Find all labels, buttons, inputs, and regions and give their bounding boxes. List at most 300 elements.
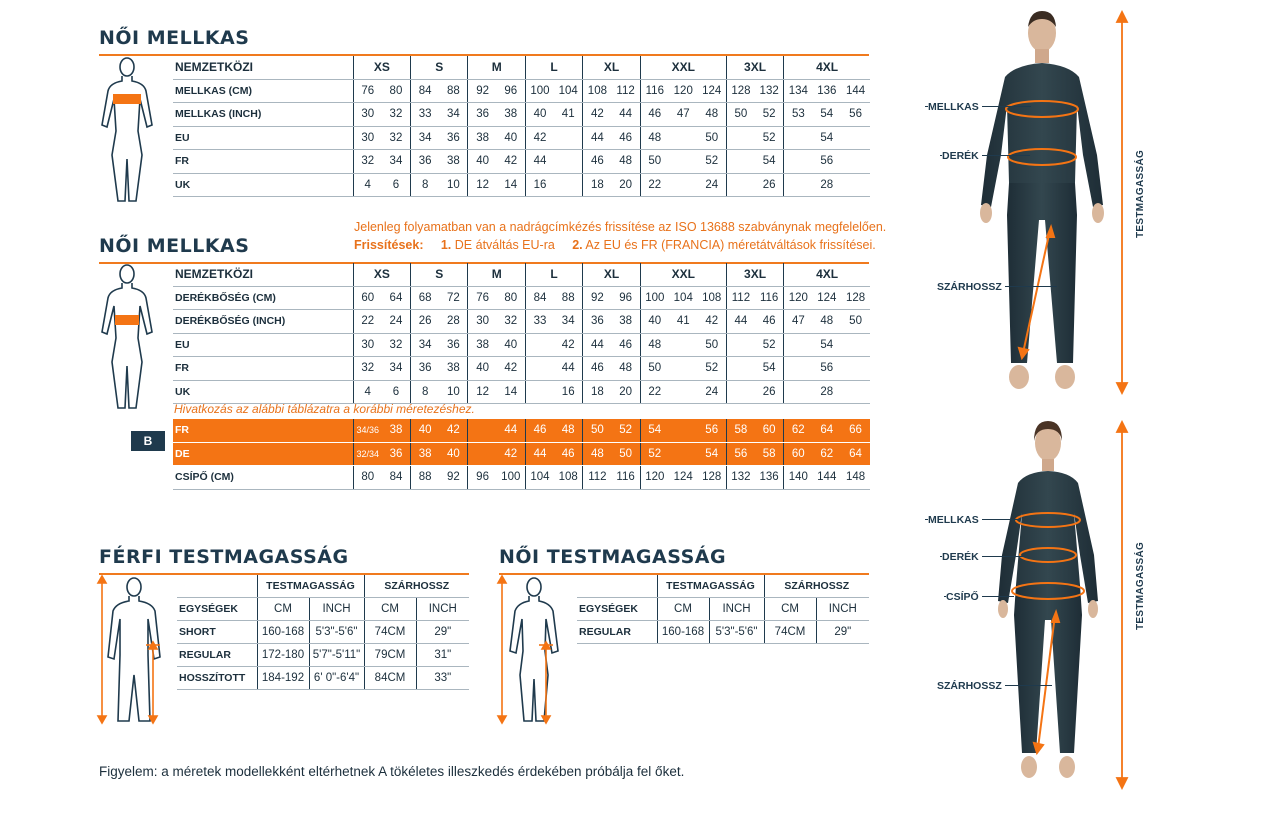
group-header: SZÁRHOSSZ [364,575,469,598]
table-row [173,357,870,381]
table-cell: 116 [611,466,640,490]
table-cell: 76 [353,79,382,103]
table-cell: 26 [755,173,784,197]
table-cell: 30 [468,310,497,334]
notice-item1: DE átváltás EU-ra [454,238,555,252]
notice-line2 [354,238,876,252]
table-cell: 48 [812,310,841,334]
row-label: EU [173,333,353,357]
female-height-title: NŐI TESTMAGASSÁG [499,546,727,568]
table-cell: 56 [812,150,841,174]
table-cell: 32 [382,103,411,127]
table-cell: 14 [497,380,526,404]
female-chest-figure-icon [98,55,158,210]
table-cell: 52 [611,419,640,442]
header-s: S [411,56,468,79]
table-cell: 18 [583,173,612,197]
table-cell: 50 [841,310,870,334]
header-xl: XL [583,263,640,286]
row-label: FR [173,150,353,174]
table-cell: 38 [439,357,468,381]
unit-header: INCH [309,598,364,621]
table-cell: 29" [416,621,469,644]
table-cell: 42 [497,357,526,381]
group-header: TESTMAGASSÁG [657,575,764,598]
table-cell: 32 [353,150,382,174]
table-cell [669,126,698,150]
table-cell: 79CM [364,644,416,667]
table-cell: 38 [612,310,641,334]
table-cell: 54 [698,442,727,466]
table-cell: 28 [812,380,841,404]
group-header: TESTMAGASSÁG [257,575,364,598]
female-height-figure-icon [496,575,576,730]
table-cell: 48 [583,442,612,466]
table-cell: 30 [353,126,382,150]
unit-header: CM [364,598,416,621]
table-cell: 22 [640,173,669,197]
table-cell: 46 [554,442,583,466]
table-cell: 34 [411,126,440,150]
table-cell: 44 [554,357,583,381]
table-row [173,310,870,334]
table-cell: 8 [411,380,440,404]
table-cell: 12 [468,173,497,197]
female-label-csipo: CSÍPŐ [946,591,982,603]
table-cell: 14 [497,173,526,197]
table-cell [554,126,583,150]
table-cell: 33 [525,310,554,334]
table-cell: 100 [525,79,554,103]
table-cell: 48 [612,150,641,174]
table-cell: 42 [497,442,526,466]
table-cell: 48 [640,333,669,357]
table2-legacy [173,419,870,490]
table-cell: 88 [411,466,440,490]
row-label: FR [173,357,353,381]
table-cell: 34 [554,310,583,334]
row-label: HOSSZÍTOTT [177,667,257,690]
unit-header: CM [764,598,816,621]
table-cell: 12 [468,380,497,404]
table2 [173,263,870,404]
table-cell: 80 [353,466,382,490]
table-cell: 40 [468,150,497,174]
table-cell: 36 [411,357,440,381]
table-row [173,333,870,357]
header-s: S [411,263,468,286]
table-cell: 68 [411,286,440,310]
table-cell: 42 [698,310,727,334]
table-cell: 26 [411,310,440,334]
table-row [177,667,469,690]
table-cell: 33" [416,667,469,690]
table-cell: 30 [353,103,382,127]
table-cell: 116 [640,79,669,103]
table-cell: 42 [439,419,468,442]
table-cell [726,126,755,150]
table-cell: 28 [812,173,841,197]
table-cell: 56 [698,419,727,442]
table-cell: 36 [411,150,440,174]
table-cell: 20 [612,380,641,404]
table-cell: 74CM [364,621,416,644]
table-cell: 160-168 [657,621,709,644]
header-m: M [468,263,525,286]
table-cell: 104 [554,79,583,103]
table-cell: 32/34 [353,442,382,466]
header-m: M [468,56,525,79]
male-height-figure-icon [96,575,176,730]
table-cell [784,357,813,381]
table-cell: 38 [468,333,497,357]
b-badge: B [131,431,165,451]
table-cell: 18 [583,380,612,404]
table-cell [669,419,698,442]
table-cell: 6 [382,173,411,197]
table-cell: 34 [382,357,411,381]
table-cell [784,173,813,197]
table-cell: 33 [411,103,440,127]
header-l: L [525,56,582,79]
table-cell: 34 [382,150,411,174]
table-cell [841,333,870,357]
table-cell: 32 [382,333,411,357]
table-cell [525,357,554,381]
table-cell: 40 [497,333,526,357]
table-row [173,263,870,286]
table-cell: 128 [841,286,870,310]
table-cell: 34 [411,333,440,357]
header-xxl: XXL [640,56,726,79]
table-cell: 42 [525,126,554,150]
notice-item1-num: 1. [440,238,452,252]
male-height-arrow [1114,10,1130,400]
table-cell: 104 [669,286,698,310]
unit-header: INCH [709,598,764,621]
table-cell: 76 [468,286,497,310]
table1-title: NŐI MELLKAS [99,27,250,49]
table-cell: 112 [612,79,641,103]
table-cell: 92 [583,286,612,310]
table-cell: 22 [640,380,669,404]
table-row [177,644,469,667]
table-cell: 148 [841,466,870,490]
female-model-image [990,415,1120,787]
table-cell: 24 [698,380,727,404]
table-cell: 50 [698,333,727,357]
notice-label: Frissítések: [354,238,424,252]
table-row [173,79,870,103]
row-label: REGULAR [577,621,657,644]
table-cell: 74CM [764,621,816,644]
table-cell [525,333,554,357]
table-row [173,419,870,442]
table-cell: 60 [784,442,813,466]
row-label: MELLKAS (INCH) [173,103,353,127]
table-cell: 136 [755,466,784,490]
table-cell: 56 [841,103,870,127]
table-cell: 64 [812,419,841,442]
notice-item2: Az EU és FR (FRANCIA) méretátváltások frissítései. [585,238,876,252]
table-cell: 36 [583,310,612,334]
header-3xl: 3XL [726,56,783,79]
notice-item2-num: 2. [572,238,583,252]
table-cell: 48 [612,357,641,381]
table-cell: 44 [525,150,554,174]
table-cell: 40 [497,126,526,150]
table-cell: 54 [812,333,841,357]
header-4xl: 4XL [784,56,870,79]
table-cell: 44 [583,126,612,150]
table-cell: 46 [612,333,641,357]
table-cell: 46 [640,103,669,127]
table-cell: 46 [755,310,784,334]
table-cell: 92 [439,466,468,490]
row-label: UK [173,380,353,404]
table-cell: 10 [439,380,468,404]
table-cell: 6 [382,380,411,404]
header-l: L [525,263,582,286]
table-cell: 8 [411,173,440,197]
table-cell: 4 [353,380,382,404]
table-cell: 44 [497,419,526,442]
table-cell [726,173,755,197]
header-nemzetkozi: NEMZETKÖZI [173,56,353,79]
table-cell: 42 [583,103,612,127]
table-row [173,150,870,174]
row-label: FR [173,419,353,442]
row-label: UK [173,173,353,197]
female-label-derek: DERÉK [942,551,982,563]
table-cell: 58 [755,442,784,466]
table-cell: 38 [497,103,526,127]
table-cell: 62 [812,442,841,466]
table-cell: 88 [439,79,468,103]
table-cell: 84 [382,466,411,490]
table-cell: 48 [698,103,727,127]
table-row [173,442,870,466]
table-cell: 4 [353,173,382,197]
table-cell: 60 [755,419,784,442]
table-cell: 50 [583,419,612,442]
table-row [577,598,869,621]
table-cell [669,173,698,197]
male-label-szarhossz: SZÁRHOSSZ [937,281,1005,293]
table-cell: 108 [554,466,583,490]
table-row [577,621,869,644]
table-cell: 120 [640,466,669,490]
group-header: SZÁRHOSSZ [764,575,869,598]
table-cell [726,380,755,404]
table-cell: 32 [353,357,382,381]
table-cell: 36 [468,103,497,127]
table-cell: 80 [382,79,411,103]
header-xs: XS [353,263,410,286]
table-cell: 128 [726,79,755,103]
table-cell [468,419,497,442]
table-cell [784,126,813,150]
table-cell [784,150,813,174]
table-cell [726,150,755,174]
table-cell [525,380,554,404]
row-label: DE [173,442,353,466]
table-cell: 144 [841,79,870,103]
table-cell [841,150,870,174]
table-cell: 20 [612,173,641,197]
table-row [177,575,469,598]
table-cell: 40 [411,419,440,442]
table-cell: 30 [353,333,382,357]
table-cell: 41 [554,103,583,127]
table-cell: 24 [698,173,727,197]
table-cell [841,173,870,197]
units-label: EGYSÉGEK [177,598,257,621]
table-cell: 40 [439,442,468,466]
female-vertical-label: TESTMAGASSÁG [1135,541,1146,630]
table-cell [669,442,698,466]
header-3xl: 3XL [726,263,783,286]
table-cell [669,380,698,404]
table-cell: 128 [698,466,727,490]
table-cell: 96 [468,466,497,490]
table-cell: 124 [669,466,698,490]
table-cell: 100 [640,286,669,310]
table-cell: 100 [497,466,526,490]
table-cell: 132 [726,466,755,490]
table-cell [468,442,497,466]
table-cell: 72 [439,286,468,310]
table-cell: 56 [726,442,755,466]
table-cell: 84 [525,286,554,310]
table-cell: 16 [554,380,583,404]
table-cell: 40 [468,357,497,381]
table-cell: 136 [812,79,841,103]
table-cell: 108 [698,286,727,310]
table-cell: 172-180 [257,644,309,667]
table-cell: 58 [726,419,755,442]
table-cell: 53 [784,103,813,127]
table-cell: 88 [554,286,583,310]
table-cell: 54 [755,150,784,174]
table-cell: 38 [468,126,497,150]
table-cell: 104 [525,466,554,490]
table-cell: 6' 0"-6'4" [309,667,364,690]
table-cell: 54 [812,126,841,150]
header-xl: XL [583,56,640,79]
table-cell [554,173,583,197]
table-cell: 29" [816,621,869,644]
female-label-szarhossz: SZÁRHOSSZ [937,680,1005,692]
table-cell [554,150,583,174]
table-cell: 42 [554,333,583,357]
table-cell: 46 [525,419,554,442]
male-label-mellkas: MELLKAS [928,101,982,113]
table-cell: 62 [784,419,813,442]
table-cell: 84 [411,79,440,103]
table-cell: 34 [439,103,468,127]
table-cell: 28 [439,310,468,334]
table-cell: 160-168 [257,621,309,644]
table-row [173,56,870,79]
table-cell: 46 [583,150,612,174]
table-cell: 48 [554,419,583,442]
table-cell: 46 [583,357,612,381]
table-cell: 52 [698,357,727,381]
row-label: REGULAR [177,644,257,667]
table-cell: 124 [812,286,841,310]
table-cell: 46 [612,126,641,150]
table-cell: 96 [612,286,641,310]
table-cell: 50 [698,126,727,150]
table-row [173,380,870,404]
table-cell: 5'3"-5'6" [709,621,764,644]
table-cell: 10 [439,173,468,197]
table-cell: 132 [755,79,784,103]
table-cell: 31" [416,644,469,667]
table-cell: 40 [525,103,554,127]
table-cell: 52 [755,126,784,150]
table-cell: 66 [841,419,870,442]
table-cell: 50 [640,150,669,174]
table-cell: 52 [698,150,727,174]
table-cell: 60 [353,286,382,310]
table-cell: 134 [784,79,813,103]
female-height-arrow [1114,420,1130,795]
table-cell: 32 [497,310,526,334]
table-cell: 50 [611,442,640,466]
male-height-table [177,575,469,690]
male-label-derek: DERÉK [942,150,982,162]
table-cell: 16 [525,173,554,197]
table-cell: 80 [497,286,526,310]
male-model-image [975,5,1125,395]
table-cell: 48 [640,126,669,150]
table-cell: 50 [726,103,755,127]
table2-title: NŐI MELLKAS [99,235,250,257]
table-cell [726,333,755,357]
table-cell: 47 [784,310,813,334]
female-height-table [577,575,869,644]
table-cell: 24 [382,310,411,334]
table-cell: 32 [382,126,411,150]
table-cell: 42 [497,150,526,174]
table-cell: 40 [640,310,669,334]
table-cell: 44 [726,310,755,334]
table-cell: 50 [640,357,669,381]
table-cell: 5'7"-5'11" [309,644,364,667]
table-row [177,598,469,621]
table-cell: 52 [755,103,784,127]
table-cell: 52 [640,442,669,466]
table-cell: 47 [669,103,698,127]
table-row [177,621,469,644]
table-cell: 96 [497,79,526,103]
table-cell: 34/36 [353,419,382,442]
unit-header: CM [257,598,309,621]
reference-note: Hivatkozás az alábbi táblázatra a korábbi méretezéshez. [174,402,475,416]
row-label: EU [173,126,353,150]
header-xxl: XXL [640,263,726,286]
table-cell: 38 [439,150,468,174]
female-waist-figure-icon [98,262,158,417]
table-cell: 64 [382,286,411,310]
table-cell [841,380,870,404]
row-label: CSÍPŐ (CM) [173,466,353,490]
table-cell [669,357,698,381]
table-row [173,103,870,127]
table-cell: 108 [583,79,612,103]
